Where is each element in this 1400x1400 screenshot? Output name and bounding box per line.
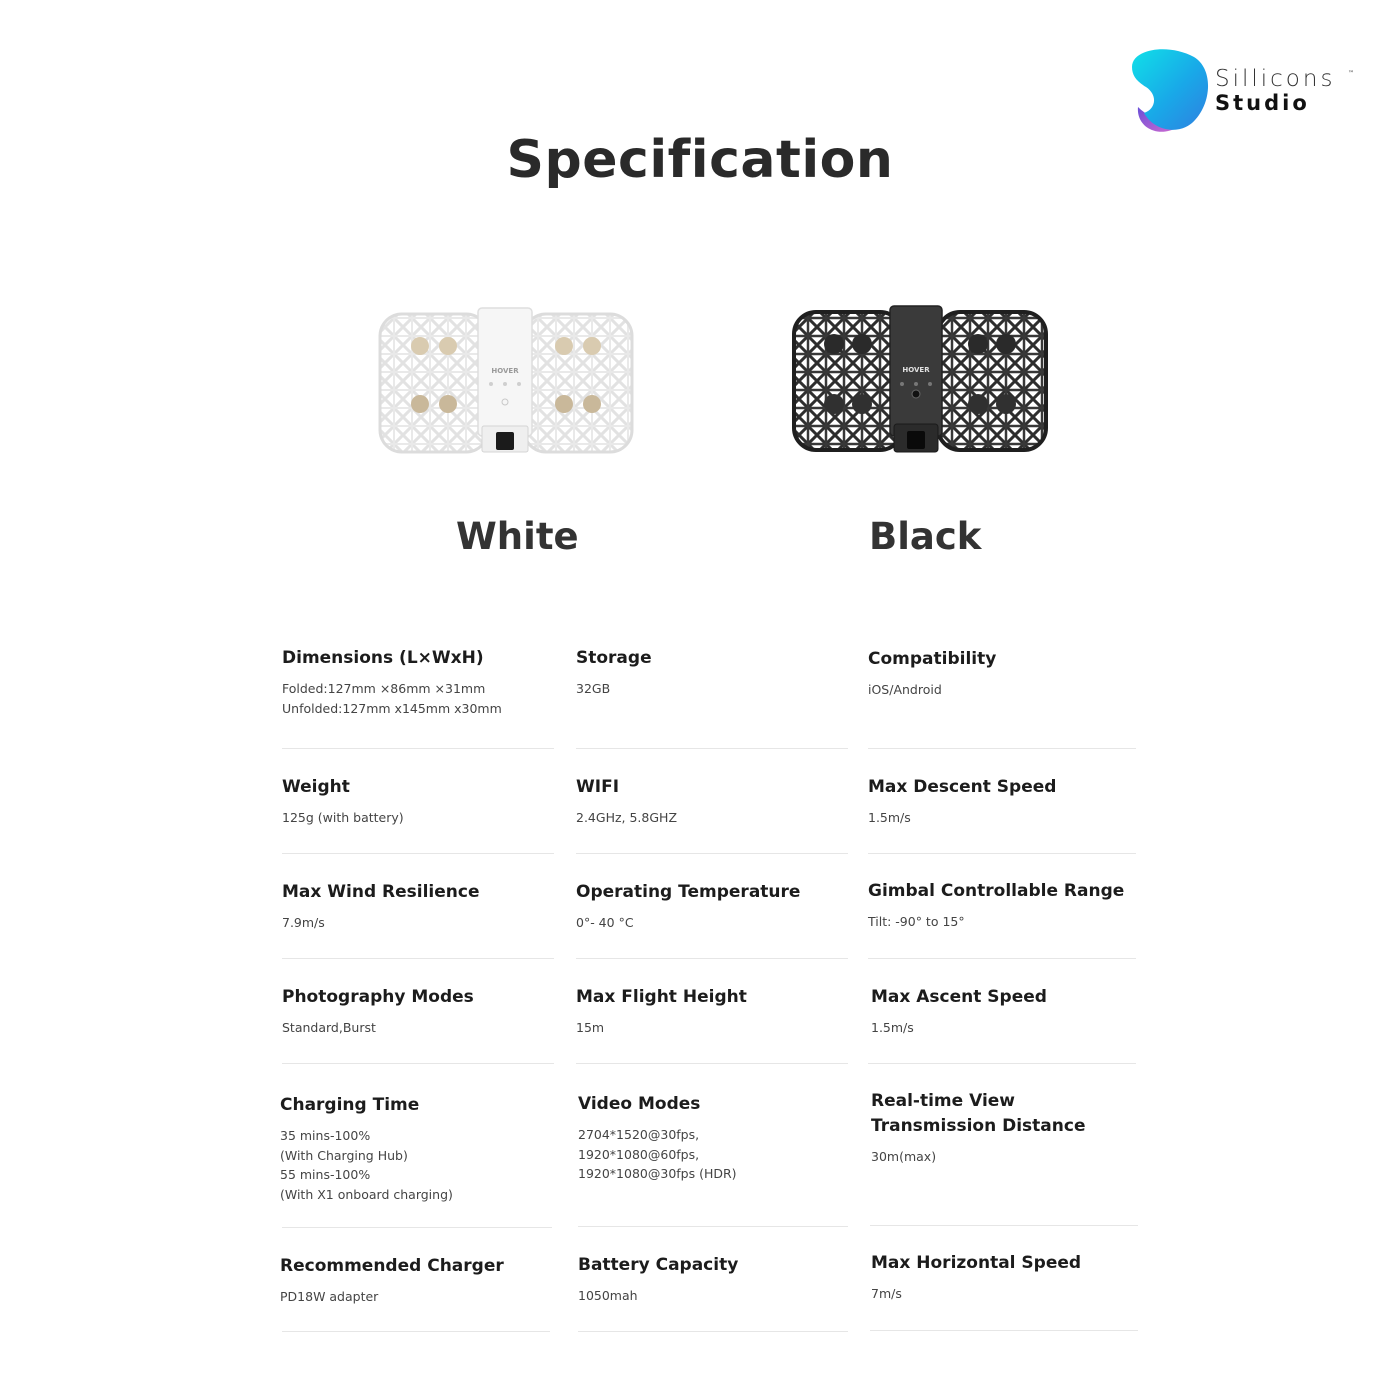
spec-title: Max Wind Resilience	[282, 882, 480, 902]
spec-value: 2.4GHz, 5.8GHZ	[576, 810, 678, 825]
row-divider	[868, 958, 1136, 959]
row-divider	[282, 1331, 550, 1332]
spec-operating-temperature	[576, 880, 848, 933]
drone-white-image	[376, 300, 636, 460]
spec-storage	[576, 646, 848, 699]
spec-title: Max Descent Speed	[868, 777, 1057, 797]
spec-value: 7.9m/s	[282, 915, 325, 930]
spec-value: 15m	[576, 1020, 605, 1035]
spec-charging-time	[280, 1093, 552, 1204]
spec-compatibility	[868, 647, 1140, 700]
drone-black-brand-text: HOVER	[902, 366, 930, 374]
spec-title: Real-time View Transmission Distance	[871, 1091, 1086, 1136]
variant-label-black: Black	[869, 515, 982, 558]
spec-recommended-charger	[280, 1254, 552, 1307]
logo-mark-icon	[1128, 47, 1214, 135]
spec-title: Charging Time	[280, 1095, 420, 1115]
row-divider	[578, 1331, 848, 1332]
spec-video-modes	[578, 1092, 850, 1184]
row-divider	[282, 958, 554, 959]
spec-title: WIFI	[576, 777, 620, 797]
logo-text-sillicons: Sillicons	[1215, 66, 1336, 92]
spec-value: 32GB	[576, 681, 611, 696]
spec-value: 125g (with battery)	[282, 810, 404, 825]
spec-gimbal-range	[868, 879, 1140, 932]
spec-value: 1.5m/s	[868, 810, 911, 825]
spec-value: iOS/Android	[868, 682, 942, 697]
spec-battery-capacity	[578, 1253, 850, 1306]
row-divider	[282, 1227, 552, 1228]
page-title: Specification	[506, 130, 894, 190]
logo-trademark: ™	[1348, 70, 1354, 77]
row-divider	[576, 853, 848, 854]
spec-title: Recommended Charger	[280, 1256, 504, 1276]
row-divider	[868, 1063, 1136, 1064]
spec-value: 1050mah	[578, 1288, 638, 1303]
spec-value: 35 mins-100% (With Charging Hub) 55 mins-100% (With X1 onboard charging)	[280, 1128, 453, 1202]
spec-dimensions	[282, 646, 554, 719]
spec-max-wind-resilience	[282, 880, 554, 933]
spec-value: Folded:127mm ×86mm ×31mm Unfolded:127mm x145mm x30mm	[282, 681, 502, 716]
spec-value: Tilt: -90° to 15°	[868, 914, 965, 929]
spec-title: Weight	[282, 777, 350, 797]
spec-transmission-distance	[871, 1089, 1143, 1167]
spec-value: PD18W adapter	[280, 1289, 379, 1304]
row-divider	[282, 853, 554, 854]
row-divider	[282, 1063, 554, 1064]
logo-text-studio: Studio	[1215, 91, 1310, 115]
spec-title: Photography Modes	[282, 987, 474, 1007]
spec-max-horizontal-speed	[871, 1251, 1143, 1304]
spec-title: Storage	[576, 648, 652, 668]
spec-value: 2704*1520@30fps, 1920*1080@60fps, 1920*1080@30fps (HDR)	[578, 1127, 737, 1181]
row-divider	[870, 1225, 1138, 1226]
row-divider	[868, 748, 1136, 749]
variant-label-white: White	[456, 515, 579, 558]
spec-max-ascent-speed	[871, 985, 1143, 1038]
spec-value: 0°- 40 °C	[576, 915, 634, 930]
spec-weight	[282, 775, 554, 828]
row-divider	[576, 748, 848, 749]
row-divider	[576, 1063, 848, 1064]
drone-black-image	[790, 300, 1050, 460]
row-divider	[870, 1330, 1138, 1331]
spec-title: Battery Capacity	[578, 1255, 739, 1275]
spec-title: Max Ascent Speed	[871, 987, 1047, 1007]
spec-wifi	[576, 775, 848, 828]
spec-value: 7m/s	[871, 1286, 902, 1301]
spec-photography-modes	[282, 985, 554, 1038]
spec-max-flight-height	[576, 985, 848, 1038]
row-divider	[282, 748, 554, 749]
spec-title: Video Modes	[578, 1094, 701, 1114]
spec-title: Gimbal Controllable Range	[868, 881, 1125, 901]
spec-title: Max Horizontal Speed	[871, 1253, 1082, 1273]
spec-value: Standard,Burst	[282, 1020, 376, 1035]
row-divider	[578, 1226, 848, 1227]
spec-title: Operating Temperature	[576, 882, 801, 902]
drone-white-brand-text: HOVER	[491, 367, 519, 375]
brand-logo	[1128, 47, 1368, 139]
spec-value: 1.5m/s	[871, 1020, 914, 1035]
spec-title: Dimensions (L×WxH)	[282, 648, 484, 668]
row-divider	[868, 853, 1136, 854]
spec-title: Max Flight Height	[576, 987, 747, 1007]
spec-title: Compatibility	[868, 649, 997, 669]
spec-value: 30m(max)	[871, 1149, 937, 1164]
spec-max-descent-speed	[868, 775, 1140, 828]
row-divider	[576, 958, 848, 959]
